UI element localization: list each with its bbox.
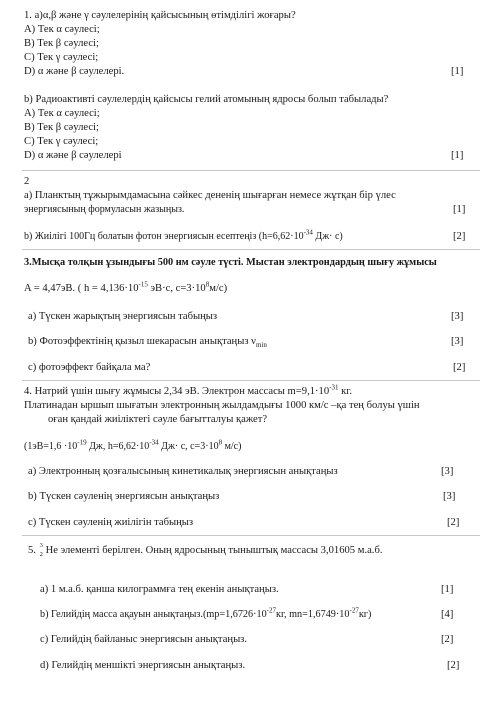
q4a-text: a) Электронның қозғалысының кинетикалық энергиясын анықтаңыз xyxy=(28,466,338,477)
q1b-question: b) Радиоактивті сәулелердің қайсысы гелий атомының ядросы болып табылады? xyxy=(24,94,389,105)
q4b-mark: [3] xyxy=(443,491,456,502)
q4-line-2: Платинадан ыршып шығатын электронның жылдамдығы 1000 км/с –қа тең болуы үшін xyxy=(24,400,420,411)
q1b-option-d: D) α және β сәулелері xyxy=(24,150,122,161)
q4c-mark: [2] xyxy=(447,517,460,528)
q1a-mark: [1] xyxy=(451,66,464,77)
q3-title: 3.Мысқа толқын ұзындығы 500 нм сәуле түсті. Мыстан электрондардың шығу жұмысы xyxy=(24,257,437,268)
q2a-line-2: энергиясының формуласын жазыңыз. xyxy=(24,204,185,215)
q5d-text: d) Гелийдің меншікті энергиясын анықтаңыз. xyxy=(40,660,246,671)
separator xyxy=(22,380,480,381)
q4c-text: c) Түскен сәуленің жиілігін табыңыз xyxy=(28,517,194,528)
q2b-text: b) Жиілігі 100Гц болатын фотон энергиясын есептеңіз ($h=6,62\cdot 10^{-34}$ Дж· с) xyxy=(24,228,343,242)
q1b-option-a: A) Тек α сәулесі; xyxy=(24,108,100,119)
q4b-text: b) Түскен сәуленің энергиясын анықтаңыз xyxy=(28,491,220,502)
q5a-text: a) 1 м.а.б. қанша килограммға тең екенін анықтаңыз. xyxy=(40,584,279,595)
q1b-option-b: B) Тек β сәулесі; xyxy=(24,122,99,133)
q5d-mark: [2] xyxy=(447,660,460,671)
q5a-mark: [1] xyxy=(441,584,454,595)
q3c-mark: [2] xyxy=(453,362,466,373)
separator xyxy=(22,249,480,250)
q4-line-3: оған қандай жиіліктегі сәуле бағытталуы қажет? xyxy=(48,414,268,425)
q1b-option-c: C) Тек γ сәулесі; xyxy=(24,136,99,147)
q4a-mark: [3] xyxy=(441,466,454,477)
q5c-mark: [2] xyxy=(441,634,454,645)
q3b-mark: [3] xyxy=(451,336,464,347)
q5c-text: c) Гелийдің байланыс энергиясын анықтаңыз. xyxy=(40,634,248,645)
q3-given: A = 4,47эВ. ( $h = 4,136\cdot 10^{-15}$ эВ·с, $c=3\cdot 10^8м/с$) xyxy=(24,280,228,294)
q2a-line-1: a) Планктың тұжырымдамасына сәйкес дененің шығарған немесе жұтқан бір үлес xyxy=(24,190,396,201)
q3c-text: c) фотоэффект байқала ма? xyxy=(28,362,151,373)
q4-line-1: 4. Натрий үшін шығу жұмысы 2,34 эВ. Электрон массасы $m=9,1\cdot 10^{-31}$ кг. xyxy=(24,383,353,397)
q1a-option-b: B) Тек β сәулесі; xyxy=(24,38,99,49)
q3a-text: a) Түскен жарықтың энергиясын табыңыз xyxy=(28,311,218,322)
separator xyxy=(22,170,480,171)
q1a-option-c: C) Тек γ сәулесі; xyxy=(24,52,99,63)
q3b-text: b) Фотоэффектінің қызыл шекарасын анықтаңыз $\nu_{min}$ xyxy=(28,336,267,350)
q5b-text: b) Гелийдің масса ақауын $анықтаңыз.(mp=1,6726\cdot 10^{-27}кг$, $mn=1,6749\cdot 10^{-27}кг$) xyxy=(40,606,372,620)
q4-given: ($1эВ=1,6 \cdot 10^{-19}$ Дж, $h=6,62\cdot 10^{-34}$ Дж· с, $c=3\cdot 10^8$ м/с) xyxy=(24,438,242,452)
q2-number: 2 xyxy=(24,176,30,187)
q5b-mark: [4] xyxy=(441,609,454,620)
q1a-option-d: D) α және β сәулелері. xyxy=(24,66,125,77)
q2a-mark: [1] xyxy=(453,204,466,215)
separator xyxy=(22,535,480,536)
q1a-question: 1. a)α,β және γ сәулелерінің қайсысының өтімділігі жоғары? xyxy=(24,10,296,21)
q1b-mark: [1] xyxy=(451,150,464,161)
q2b-mark: [2] xyxy=(453,231,466,242)
q3a-mark: [3] xyxy=(451,311,464,322)
helium-isotope-symbol: 3 2 xyxy=(39,542,43,558)
q5-title: 5. 3 2 He элементі берілген. Оның ядросының тыныштық массасы 3,01605 м.а.б. xyxy=(28,542,383,558)
q1a-option-a: A) Тек α сәулесі; xyxy=(24,24,100,35)
